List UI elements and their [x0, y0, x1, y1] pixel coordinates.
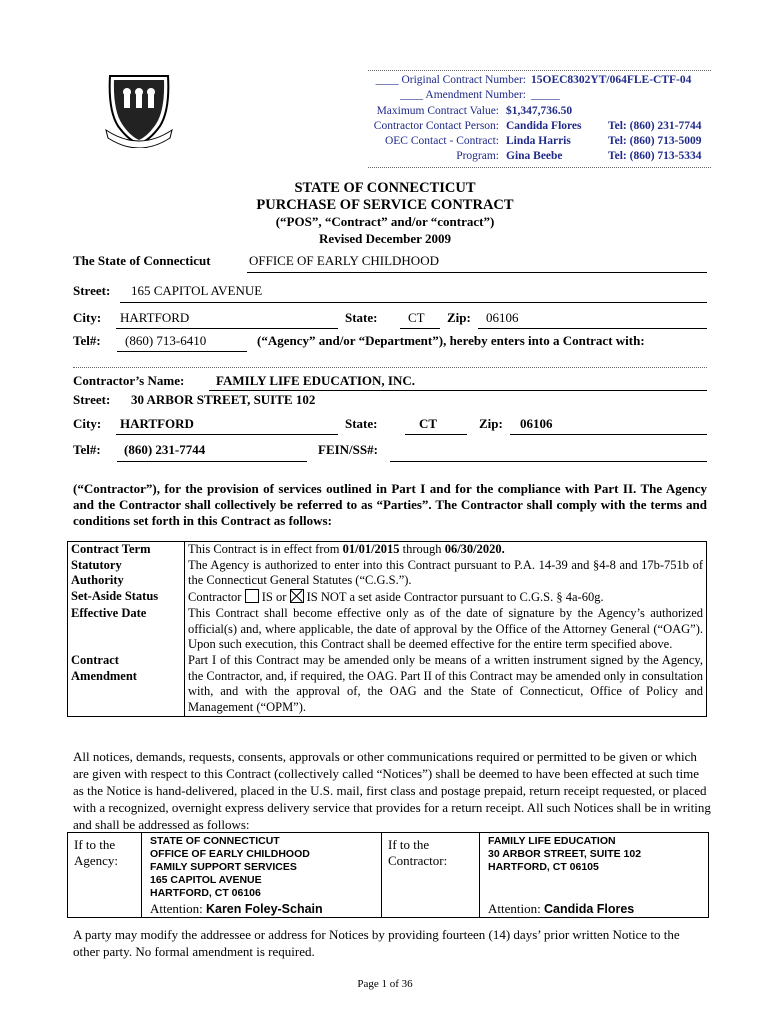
agency-notice-address: STATE OF CONNECTICUT OFFICE OF EARLY CHILDHOOD FAMILY SUPPORT SERVICES 165 CAPITOL AVENUE HARTFORD, CT 06106 Attention: Karen Foley-Schain: [142, 833, 382, 917]
program-label: Program:: [456, 150, 499, 162]
page-number: Page 1 of 36: [357, 978, 413, 990]
agency-zip: 06106: [486, 310, 519, 325]
contractor-tel: (860) 231-7744: [124, 442, 206, 457]
agency-name: OFFICE OF EARLY CHILDHOOD: [249, 253, 439, 268]
doc-title-revised: Revised December 2009: [319, 231, 451, 246]
contract-info-box: [368, 70, 711, 168]
is-setaside-checkbox[interactable]: [245, 589, 259, 603]
contractor-contact-tel: Tel: (860) 231-7744: [608, 120, 702, 132]
contractor-state-line: [405, 434, 467, 435]
authority-label: Statutory Authority: [68, 558, 185, 589]
agency-enters-text: (“Agency” and/or “Department”), hereby enters into a Contract with:: [257, 333, 645, 348]
max-value-label: Maximum Contract Value:: [376, 105, 499, 117]
agency-notice-label: If to the Agency:: [68, 833, 142, 917]
contractor-contact-value: Candida Flores: [506, 120, 582, 132]
fein-label: FEIN/SS#:: [318, 442, 378, 457]
orig-contract-label: ____ Original Contract Number:: [375, 74, 526, 86]
agency-state-line: [400, 328, 440, 329]
amendment-text: Part I of this Contract may be amended only be means of a written instrument signed by the Agency, the Contractor, and, if required, the OAG. Part II of this Contract may be amended only in consultation with, and with the approval of, the OAG and the State of Connecticut, Office of Policy and Management (“OPM”).: [185, 653, 707, 716]
term-start: 01/01/2015: [342, 542, 400, 556]
term-end: 06/30/2020.: [444, 542, 505, 556]
modify-paragraph: A party may modify the addressee or address for Notices by providing fourteen (14) days’ prior written Notice to the other party. No formal amendment is required.: [73, 927, 680, 959]
agency-state: CT: [408, 310, 425, 325]
is-not-setaside-checkbox[interactable]: [290, 589, 304, 603]
agency-tel: (860) 713-6410: [125, 333, 207, 348]
doc-title-state: STATE OF CONNECTICUT: [294, 180, 476, 196]
program-tel: Tel: (860) 713-5334: [608, 150, 702, 162]
notice-address-box: [67, 832, 709, 918]
agency-tel-label: Tel#:: [73, 333, 101, 348]
agency-zip-label: Zip:: [447, 310, 471, 325]
contractor-name: FAMILY LIFE EDUCATION, INC.: [216, 373, 415, 388]
contractor-contact-label: Contractor Contact Person:: [373, 120, 499, 132]
agency-name-line: [247, 272, 707, 273]
amendment-label: Contract Amendment: [68, 653, 185, 716]
contractor-tel-line: [117, 461, 307, 462]
fein-line: [390, 461, 707, 462]
term-text: This Contract is in effect from 01/01/2015 through 06/30/2020.: [185, 542, 707, 558]
agency-tel-line: [117, 351, 247, 352]
state-seal-logo: [100, 70, 178, 148]
agency-street: 165 CAPITOL AVENUE: [131, 283, 263, 298]
agency-street-label: Street:: [73, 283, 111, 298]
oec-contract-label: OEC Contact - Contract:: [384, 135, 499, 147]
contractor-notice-address: FAMILY LIFE EDUCATION 30 ARBOR STREET, SUITE 102 HARTFORD, CT 06105 Attention: Candida Flores: [488, 835, 642, 916]
contractor-state: CT: [419, 416, 438, 431]
contractor-state-label: State:: [345, 416, 378, 431]
contractor-notice-label: If to the Contractor:: [382, 833, 480, 917]
authority-text: The Agency is authorized to enter into this Contract pursuant to P.A. 14-39 and §4-8 and 17b-751b of the Connecticut General Statutes (“C.G.S.”).: [185, 558, 707, 589]
contract-terms-table: [67, 541, 707, 717]
notices-paragraph: All notices, demands, requests, consents, approvals or other communications required or permitted to be given or which are given with respect to this Contract (collectively called “Notices”) shall be deemed to have been effected at such time as the Notice is hand-delivered, placed in the U.S. mail, first class and postage prepaid, return receipt requested, or placed with a recognized, overnight express delivery service that provides for a return receipt. All such Notices shall be in writing and shall be addressed as follows:: [73, 749, 711, 832]
effective-label: Effective Date: [68, 606, 185, 653]
contractor-zip-label: Zip:: [479, 416, 503, 431]
term-label: Contract Term: [68, 542, 185, 558]
effective-text: This Contract shall become effective only as of the date of signature by the Agency’s authorized official(s) and, where applicable, the date of approval by the Office of the Attorney General (“OAG”). Upon such execution, this Contract shall be deemed effective for the entire term specified above.: [185, 606, 707, 653]
program-value: Gina Beebe: [506, 150, 563, 162]
divider: [73, 367, 707, 368]
state-label: The State of Connecticut: [73, 253, 211, 268]
agency-city-line: [116, 328, 338, 329]
agency-city: HARTFORD: [120, 310, 190, 325]
setaside-text: Contractor IS or IS NOT a set aside Contractor pursuant to C.G.S. § 4a-60g.: [185, 589, 707, 606]
oec-contract-tel: Tel: (860) 713-5009: [608, 135, 702, 147]
agency-zip-line: [478, 328, 707, 329]
orig-contract-value: 15OEC8302YT/064FLE-CTF-04: [531, 74, 692, 86]
doc-title-aka: (“POS”, “Contract” and/or “contract”): [275, 214, 495, 229]
oec-contract-value: Linda Harris: [506, 135, 571, 147]
contractor-city-label: City:: [73, 416, 102, 431]
contractor-street: 30 ARBOR STREET, SUITE 102: [131, 392, 316, 407]
contractor-city: HARTFORD: [120, 416, 194, 431]
contractor-city-line: [116, 434, 338, 435]
contractor-name-label: Contractor’s Name:: [73, 373, 185, 388]
agency-attention: Karen Foley-Schain: [205, 902, 323, 916]
contractor-name-line: [209, 390, 707, 391]
max-value: $1,347,736.50: [506, 105, 573, 117]
doc-title-pos: PURCHASE OF SERVICE CONTRACT: [256, 197, 514, 213]
contractor-street-label: Street:: [73, 392, 111, 407]
contractor-zip: 06106: [520, 416, 553, 431]
amendment-label: ____ Amendment Number:: [400, 89, 526, 101]
agency-city-label: City:: [73, 310, 102, 325]
agency-street-line: [120, 302, 707, 303]
contractor-zip-line: [510, 434, 707, 435]
setaside-label: Set-Aside Status: [68, 589, 185, 606]
amendment-value: _____: [531, 89, 560, 101]
intro-paragraph: (“Contractor”), for the provision of services outlined in Part I and for the compliance with Part II. The Agency and the Contractor shall collectively be referred to as “Parties”. The Contractor shall comply with the terms and conditions set forth in this Contract as follows:: [73, 481, 707, 528]
contractor-tel-label: Tel#:: [73, 442, 101, 457]
agency-state-label: State:: [345, 310, 378, 325]
contractor-attention: Candida Flores: [543, 902, 635, 916]
